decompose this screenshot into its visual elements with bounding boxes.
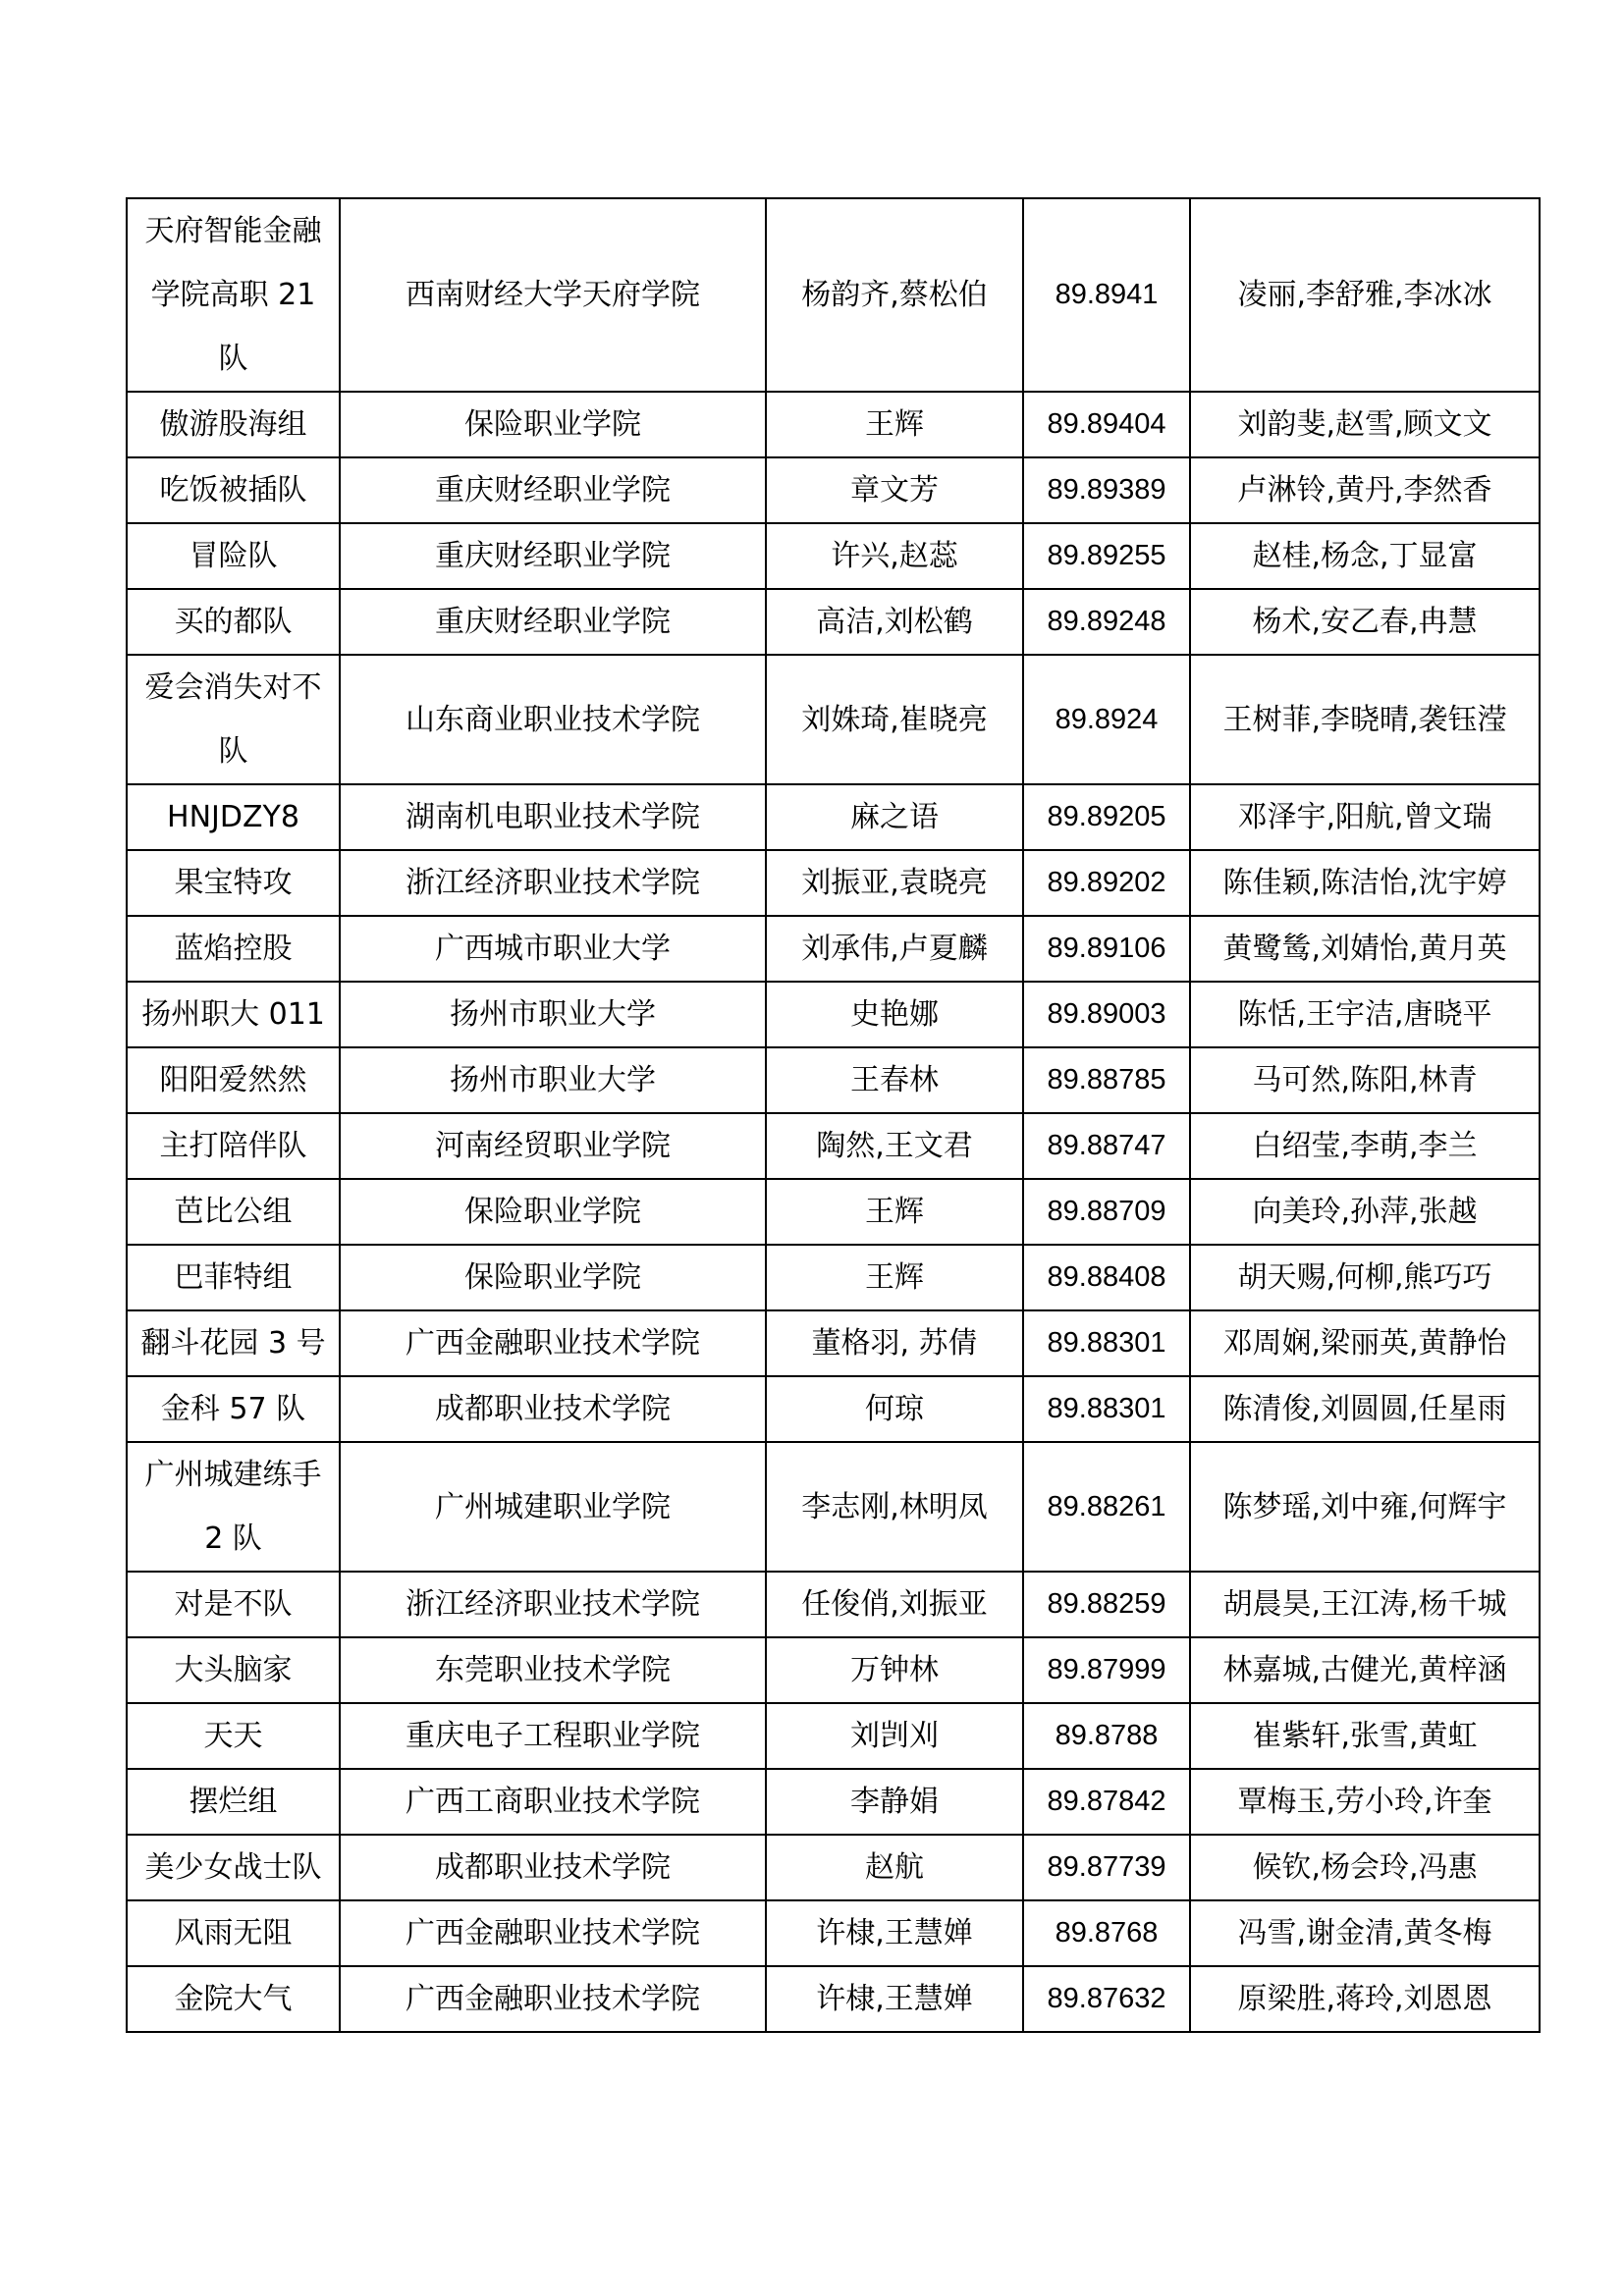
score-cell: 89.8768 xyxy=(1023,1900,1190,1966)
score-cell: 89.89404 xyxy=(1023,392,1190,457)
team-name-cell: 风雨无阻 xyxy=(127,1900,340,1966)
advisor-cell: 任俊俏,刘振亚 xyxy=(766,1572,1023,1637)
score-cell: 89.89202 xyxy=(1023,850,1190,916)
table-row xyxy=(127,982,1540,1047)
score-cell: 89.89205 xyxy=(1023,784,1190,850)
school-cell: 扬州市职业大学 xyxy=(340,982,766,1047)
team-name-cell: 蓝焰控股 xyxy=(127,916,340,982)
members-cell: 崔紫轩,张雪,黄虹 xyxy=(1190,1703,1540,1769)
table-row xyxy=(127,1835,1540,1900)
team-name-cell: 广州城建练手 2 队 xyxy=(127,1442,340,1572)
team-name-cell: 果宝特攻 xyxy=(127,850,340,916)
advisor-cell: 高洁,刘松鹤 xyxy=(766,589,1023,655)
advisor-cell: 杨韵齐,蔡松伯 xyxy=(766,198,1023,392)
school-cell: 保险职业学院 xyxy=(340,392,766,457)
team-name-cell: 主打陪伴队 xyxy=(127,1113,340,1179)
members-cell: 林嘉城,古健光,黄梓涵 xyxy=(1190,1637,1540,1703)
advisor-cell: 许棣,王慧婵 xyxy=(766,1966,1023,2032)
table-row xyxy=(127,1376,1540,1442)
table-row xyxy=(127,784,1540,850)
team-name-cell: 吃饭被插队 xyxy=(127,457,340,523)
score-cell: 89.88747 xyxy=(1023,1113,1190,1179)
school-cell: 山东商业职业技术学院 xyxy=(340,655,766,784)
members-cell: 覃梅玉,劳小玲,许奎 xyxy=(1190,1769,1540,1835)
advisor-cell: 王春林 xyxy=(766,1047,1023,1113)
members-cell: 刘韵斐,赵雪,顾文文 xyxy=(1190,392,1540,457)
advisor-cell: 王辉 xyxy=(766,1179,1023,1245)
school-cell: 东莞职业技术学院 xyxy=(340,1637,766,1703)
team-name-cell: 巴菲特组 xyxy=(127,1245,340,1310)
team-name-cell: 天府智能金融学院高职 21 队 xyxy=(127,198,340,392)
school-cell: 湖南机电职业技术学院 xyxy=(340,784,766,850)
score-cell: 89.89255 xyxy=(1023,523,1190,589)
advisor-cell: 董格羽, 苏倩 xyxy=(766,1310,1023,1376)
team-name-cell: 爱会消失对不队 xyxy=(127,655,340,784)
advisor-cell: 章文芳 xyxy=(766,457,1023,523)
members-cell: 王树菲,李晓晴,袭钰滢 xyxy=(1190,655,1540,784)
school-cell: 成都职业技术学院 xyxy=(340,1835,766,1900)
score-cell: 89.8788 xyxy=(1023,1703,1190,1769)
members-cell: 陈清俊,刘圆圆,任星雨 xyxy=(1190,1376,1540,1442)
school-cell: 西南财经大学天府学院 xyxy=(340,198,766,392)
school-cell: 广西金融职业技术学院 xyxy=(340,1966,766,2032)
table-row xyxy=(127,392,1540,457)
table-row xyxy=(127,523,1540,589)
members-cell: 杨术,安乙春,冉慧 xyxy=(1190,589,1540,655)
table-row xyxy=(127,655,1540,784)
members-cell: 胡晨昊,王江涛,杨千城 xyxy=(1190,1572,1540,1637)
advisor-cell: 刘承伟,卢夏麟 xyxy=(766,916,1023,982)
school-cell: 浙江经济职业技术学院 xyxy=(340,850,766,916)
table-row xyxy=(127,1637,1540,1703)
school-cell: 浙江经济职业技术学院 xyxy=(340,1572,766,1637)
members-cell: 马可然,陈阳,林青 xyxy=(1190,1047,1540,1113)
score-cell: 89.8924 xyxy=(1023,655,1190,784)
school-cell: 重庆财经职业学院 xyxy=(340,589,766,655)
members-cell: 原梁胜,蒋玲,刘恩恩 xyxy=(1190,1966,1540,2032)
team-name-cell: 对是不队 xyxy=(127,1572,340,1637)
team-name-cell: 冒险队 xyxy=(127,523,340,589)
school-cell: 重庆电子工程职业学院 xyxy=(340,1703,766,1769)
advisor-cell: 刘振亚,袁晓亮 xyxy=(766,850,1023,916)
members-cell: 陈恬,王宇洁,唐晓平 xyxy=(1190,982,1540,1047)
team-name-cell: 天天 xyxy=(127,1703,340,1769)
school-cell: 重庆财经职业学院 xyxy=(340,457,766,523)
score-cell: 89.87632 xyxy=(1023,1966,1190,2032)
members-cell: 邓泽宇,阳航,曾文瑞 xyxy=(1190,784,1540,850)
score-cell: 89.89248 xyxy=(1023,589,1190,655)
school-cell: 成都职业技术学院 xyxy=(340,1376,766,1442)
members-cell: 赵桂,杨念,丁显富 xyxy=(1190,523,1540,589)
table-row xyxy=(127,1310,1540,1376)
team-name-cell: 摆烂组 xyxy=(127,1769,340,1835)
team-name-cell: 翻斗花园 3 号 xyxy=(127,1310,340,1376)
advisor-cell: 王辉 xyxy=(766,1245,1023,1310)
table-row xyxy=(127,1966,1540,2032)
advisor-cell: 许棣,王慧婵 xyxy=(766,1900,1023,1966)
table-row xyxy=(127,1047,1540,1113)
members-cell: 卢淋铃,黄丹,李然香 xyxy=(1190,457,1540,523)
advisor-cell: 王辉 xyxy=(766,392,1023,457)
team-name-cell: 买的都队 xyxy=(127,589,340,655)
score-cell: 89.87999 xyxy=(1023,1637,1190,1703)
members-cell: 冯雪,谢金清,黄冬梅 xyxy=(1190,1900,1540,1966)
table-row xyxy=(127,850,1540,916)
table-row xyxy=(127,1703,1540,1769)
advisor-cell: 李静娟 xyxy=(766,1769,1023,1835)
score-cell: 89.88709 xyxy=(1023,1179,1190,1245)
members-cell: 邓周娴,梁丽英,黄静怡 xyxy=(1190,1310,1540,1376)
members-cell: 向美玲,孙萍,张越 xyxy=(1190,1179,1540,1245)
members-cell: 黄鹭鸶,刘婧怡,黄月英 xyxy=(1190,916,1540,982)
score-cell: 89.88408 xyxy=(1023,1245,1190,1310)
team-name-cell: 傲游股海组 xyxy=(127,392,340,457)
table-row xyxy=(127,1900,1540,1966)
school-cell: 河南经贸职业学院 xyxy=(340,1113,766,1179)
table-row xyxy=(127,457,1540,523)
team-name-cell: 美少女战士队 xyxy=(127,1835,340,1900)
team-name-cell: 金院大气 xyxy=(127,1966,340,2032)
score-cell: 89.8941 xyxy=(1023,198,1190,392)
team-name-cell: 大头脑家 xyxy=(127,1637,340,1703)
table-row xyxy=(127,1245,1540,1310)
school-cell: 广西金融职业技术学院 xyxy=(340,1900,766,1966)
advisor-cell: 许兴,赵蕊 xyxy=(766,523,1023,589)
school-cell: 广州城建职业学院 xyxy=(340,1442,766,1572)
advisor-cell: 万钟林 xyxy=(766,1637,1023,1703)
table-row xyxy=(127,916,1540,982)
school-cell: 广西金融职业技术学院 xyxy=(340,1310,766,1376)
advisor-cell: 赵航 xyxy=(766,1835,1023,1900)
school-cell: 重庆财经职业学院 xyxy=(340,523,766,589)
table-row xyxy=(127,198,1540,392)
score-cell: 89.89003 xyxy=(1023,982,1190,1047)
advisor-cell: 李志刚,林明凤 xyxy=(766,1442,1023,1572)
score-cell: 89.89106 xyxy=(1023,916,1190,982)
members-cell: 陈佳颖,陈洁怡,沈宇婷 xyxy=(1190,850,1540,916)
advisor-cell: 麻之语 xyxy=(766,784,1023,850)
score-cell: 89.89389 xyxy=(1023,457,1190,523)
team-name-cell: 芭比公组 xyxy=(127,1179,340,1245)
school-cell: 广西工商职业技术学院 xyxy=(340,1769,766,1835)
members-cell: 凌丽,李舒雅,李冰冰 xyxy=(1190,198,1540,392)
advisor-cell: 刘姝琦,崔晓亮 xyxy=(766,655,1023,784)
school-cell: 广西城市职业大学 xyxy=(340,916,766,982)
members-cell: 陈梦瑶,刘中雍,何辉宇 xyxy=(1190,1442,1540,1572)
team-name-cell: 扬州职大 011 xyxy=(127,982,340,1047)
advisor-cell: 陶然,王文君 xyxy=(766,1113,1023,1179)
table-row xyxy=(127,1572,1540,1637)
score-cell: 89.87739 xyxy=(1023,1835,1190,1900)
score-cell: 89.88301 xyxy=(1023,1310,1190,1376)
table-row xyxy=(127,1769,1540,1835)
score-cell: 89.88259 xyxy=(1023,1572,1190,1637)
school-cell: 保险职业学院 xyxy=(340,1245,766,1310)
score-cell: 89.87842 xyxy=(1023,1769,1190,1835)
members-cell: 胡天赐,何柳,熊巧巧 xyxy=(1190,1245,1540,1310)
team-name-cell: 阳阳爱然然 xyxy=(127,1047,340,1113)
members-cell: 候钦,杨会玲,冯惠 xyxy=(1190,1835,1540,1900)
table-row xyxy=(127,1113,1540,1179)
advisor-cell: 刘剀刈 xyxy=(766,1703,1023,1769)
score-cell: 89.88301 xyxy=(1023,1376,1190,1442)
table-row xyxy=(127,589,1540,655)
table-body xyxy=(127,198,1540,2032)
score-cell: 89.88261 xyxy=(1023,1442,1190,1572)
school-cell: 扬州市职业大学 xyxy=(340,1047,766,1113)
advisor-cell: 史艳娜 xyxy=(766,982,1023,1047)
team-name-cell: HNJDZY8 xyxy=(127,784,340,850)
team-name-cell: 金科 57 队 xyxy=(127,1376,340,1442)
score-cell: 89.88785 xyxy=(1023,1047,1190,1113)
members-cell: 白绍莹,李萌,李兰 xyxy=(1190,1113,1540,1179)
table-row xyxy=(127,1179,1540,1245)
results-table xyxy=(126,197,1541,2033)
advisor-cell: 何琼 xyxy=(766,1376,1023,1442)
table-row xyxy=(127,1442,1540,1572)
school-cell: 保险职业学院 xyxy=(340,1179,766,1245)
